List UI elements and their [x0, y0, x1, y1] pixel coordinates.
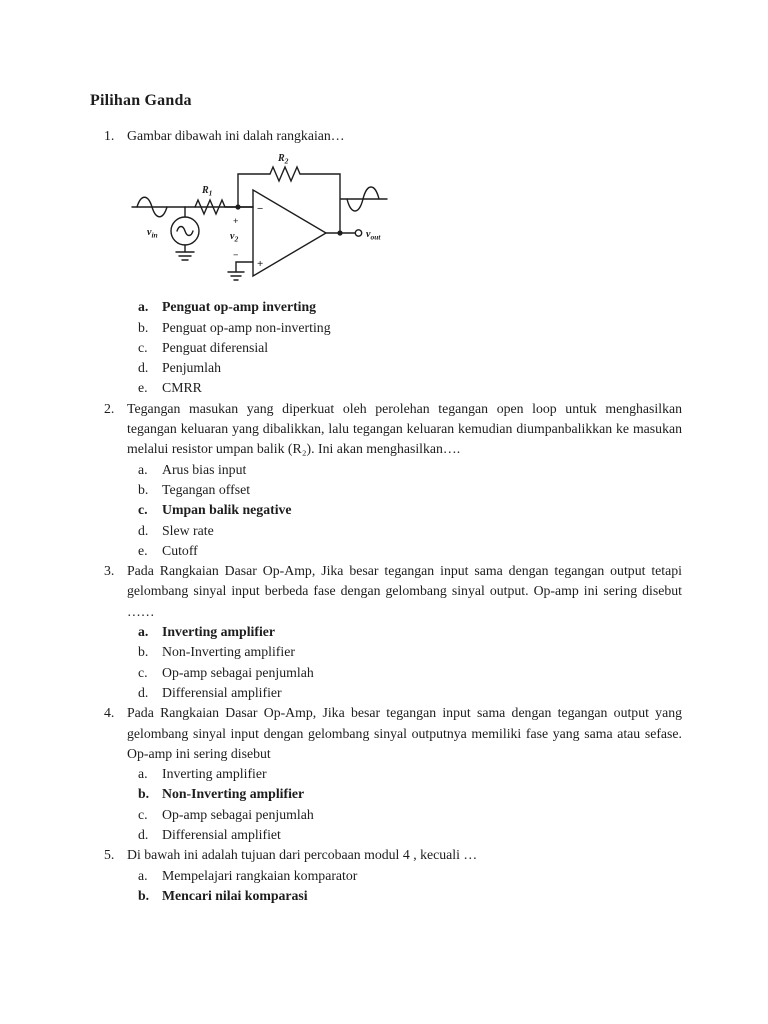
question-body	[127, 703, 682, 845]
option-text: Penguat diferensial	[162, 339, 269, 355]
option-letter: d.	[138, 827, 149, 843]
option-item	[127, 886, 682, 906]
question-text: Pada Rangkaian Dasar Op-Amp, Jika besar tegangan input sama dengan tegangan output yang gelombang sinyal input dengan gelombang sinyal outputnya memiliki fase yang sama atau sefase. Op-amp ini sering disebut	[127, 705, 682, 761]
question-body	[127, 845, 682, 906]
outer-plus-sign: +	[233, 217, 239, 228]
option-text: Cutoff	[162, 542, 198, 558]
option-item	[127, 338, 682, 358]
op-amp-circuit-diagram	[129, 148, 399, 294]
question-body	[127, 126, 682, 399]
resistor-r2	[270, 167, 340, 233]
option-text: Inverting amplifier	[162, 766, 267, 782]
question-item	[104, 703, 682, 845]
question-number: 2.	[104, 400, 115, 416]
option-item	[127, 541, 682, 561]
inverting-input-minus-sign: −	[257, 203, 264, 216]
option-letter: c.	[138, 502, 148, 518]
option-text: Mencari nilai komparasi	[162, 887, 308, 903]
voltage-source-sine-icon	[177, 227, 193, 236]
option-letter: a.	[138, 766, 148, 782]
question-text: Gambar dibawah ini dalah rangkaian…	[127, 128, 345, 143]
option-letter: b.	[138, 481, 149, 497]
option-letter: a.	[138, 867, 148, 883]
option-item	[127, 825, 682, 845]
option-text: Penguat op-amp non-inverting	[162, 319, 331, 335]
question-list	[104, 126, 682, 906]
option-text: Differensial amplifier	[162, 684, 282, 700]
option-letter: e.	[138, 380, 148, 396]
question-body	[127, 561, 682, 703]
noninverting-ground-icon	[228, 272, 244, 280]
option-item	[127, 378, 682, 398]
option-item	[127, 764, 682, 784]
option-item	[127, 480, 682, 500]
option-letter: d.	[138, 360, 149, 376]
option-item	[127, 866, 682, 886]
question-body	[127, 399, 682, 561]
source-ground-icon	[176, 252, 194, 260]
option-text: Penguat op-amp inverting	[162, 299, 317, 315]
option-item	[127, 521, 682, 541]
option-text: Differensial amplifiet	[162, 827, 281, 843]
option-text: Penjumlah	[162, 360, 222, 376]
output-node-dot	[337, 231, 342, 236]
question-text: Tegangan masukan yang diperkuat oleh perolehan tegangan open loop untuk menghasilkan tegangan keluaran yang dibalikkan, lalu tegangan keluaran kemudian diumpanbalikkan ke masukan melalui resistor umpan balik (R₂). Ini akan menghasilkan….	[127, 400, 682, 457]
option-letter: b.	[138, 887, 150, 903]
option-letter: b.	[138, 644, 149, 660]
option-letter: e.	[138, 542, 148, 558]
option-letter: b.	[138, 786, 150, 802]
option-text: Non-Inverting amplifier	[162, 644, 295, 660]
summing-node-dot	[235, 205, 240, 210]
option-item	[127, 318, 682, 338]
question-number: 5.	[104, 847, 115, 863]
v2-label: $v_2$	[230, 231, 239, 244]
option-item	[127, 663, 682, 683]
question-item	[104, 845, 682, 906]
noninverting-input-plus-sign: +	[257, 258, 264, 271]
option-letter: d.	[138, 522, 149, 538]
option-item	[127, 622, 682, 642]
question-item	[104, 126, 682, 399]
option-letter: b.	[138, 319, 149, 335]
question-number: 4.	[104, 705, 115, 721]
option-text: Mempelajari rangkaian komparator	[162, 867, 358, 883]
option-text: CMRR	[162, 380, 202, 396]
option-text: Slew rate	[162, 522, 214, 538]
option-letter: a.	[138, 624, 149, 640]
option-letter: c.	[138, 806, 148, 822]
option-letter: a.	[138, 299, 149, 315]
question-number: 1.	[104, 128, 115, 143]
outer-minus-sign: −	[233, 251, 239, 262]
option-text: Tegangan offset	[162, 481, 251, 497]
vout-label: $v_{out}$	[366, 229, 381, 242]
option-text: Umpan balik negative	[162, 502, 292, 518]
vin-label: $v_{in}$	[147, 227, 158, 240]
question-text: Pada Rangkaian Dasar Op-Amp, Jika besar tegangan input sama dengan tegangan output tetapi gelombang sinyal input berbeda fase dengan gelombang sinyal output. Op-amp ini sering disebut ……	[127, 563, 682, 619]
option-item	[127, 297, 682, 317]
option-text: Arus bias input	[162, 461, 247, 477]
question-text: Di bawah ini adalah tujuan dari percobaan modul 4 , kecuali …	[127, 847, 478, 863]
question-item	[104, 561, 682, 703]
option-letter: a.	[138, 461, 148, 477]
option-item	[127, 642, 682, 662]
op-amp-triangle	[253, 190, 326, 276]
option-item	[127, 805, 682, 825]
option-item	[127, 500, 682, 520]
r2-label: $R_2$	[278, 153, 289, 166]
output-terminal	[355, 230, 361, 236]
option-item	[127, 358, 682, 378]
circuit-figure	[129, 148, 682, 294]
option-letter: c.	[138, 339, 148, 355]
r1-label: $R_1$	[202, 185, 213, 198]
option-text: Non-Inverting amplifier	[162, 786, 305, 802]
question-item	[104, 399, 682, 561]
option-item	[127, 460, 682, 480]
page-title: Pilihan Ganda	[90, 92, 192, 109]
question-number: 3.	[104, 563, 115, 579]
noninverting-input-wire	[236, 262, 253, 272]
option-text: Inverting amplifier	[162, 624, 276, 640]
option-letter: d.	[138, 684, 149, 700]
option-text: Op-amp sebagai penjumlah	[162, 664, 314, 680]
option-item	[127, 683, 682, 703]
option-letter: c.	[138, 664, 148, 680]
option-item	[127, 784, 682, 804]
option-text: Op-amp sebagai penjumlah	[162, 806, 314, 822]
